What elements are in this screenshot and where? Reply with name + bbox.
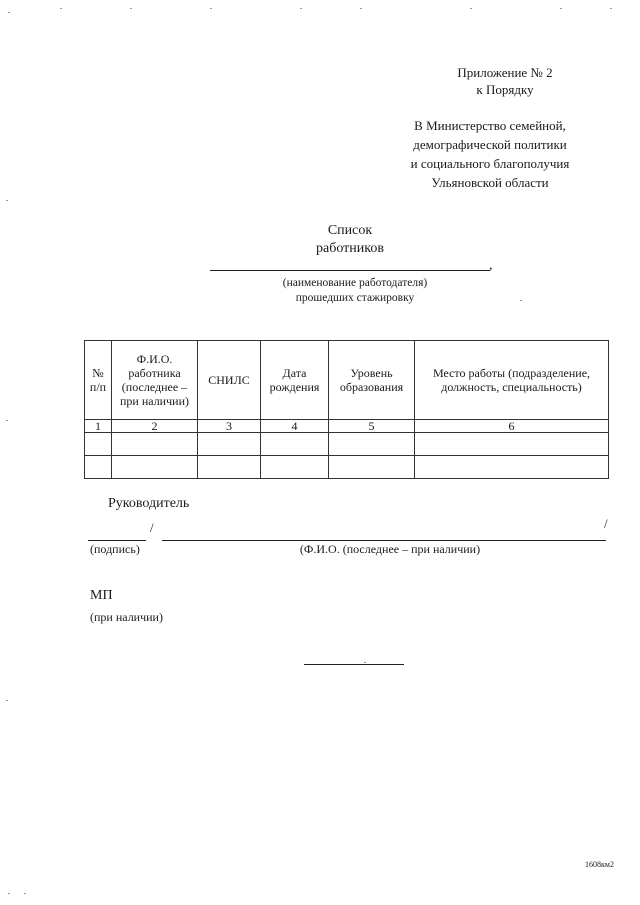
employer-subcaption: прошедших стажировку <box>295 292 415 304</box>
signature-caption: (подпись) <box>90 542 140 556</box>
header-birth-date: Дата рождения <box>261 341 329 420</box>
table-cell[interactable] <box>112 456 198 479</box>
footer-code: 1608км2 <box>585 860 614 869</box>
name-caption: (Ф.И.О. (последнее – при наличии) <box>299 542 481 556</box>
manager-label: Руководитель <box>108 496 190 511</box>
header-snils: СНИЛС <box>198 341 261 420</box>
scan-speck <box>24 893 26 894</box>
signature-line[interactable] <box>88 540 146 541</box>
title-line-1: Список <box>327 223 373 238</box>
scan-speck <box>6 420 8 421</box>
manager-name-line[interactable] <box>162 540 606 541</box>
scan-speck <box>130 8 132 9</box>
scan-speck <box>210 8 212 9</box>
scan-speck <box>6 200 8 201</box>
employer-caption: (наименование работодателя) <box>282 277 428 289</box>
column-number-cell: 1 <box>85 420 112 433</box>
signature-separator: / <box>150 520 154 535</box>
header-education-level: Уровень образования <box>329 341 415 420</box>
stamp-label: МП <box>90 588 113 603</box>
table-cell[interactable] <box>415 456 609 479</box>
table-cell[interactable] <box>261 456 329 479</box>
column-number-cell: 2 <box>112 420 198 433</box>
scan-speck <box>610 8 612 9</box>
appendix-header <box>400 64 610 98</box>
column-number-cell: 3 <box>198 420 261 433</box>
scan-speck <box>6 700 8 701</box>
table-cell[interactable] <box>85 456 112 479</box>
scan-speck <box>360 8 362 9</box>
table-column-numbers-row <box>85 420 609 433</box>
table-cell[interactable] <box>198 433 261 456</box>
table-cell[interactable] <box>85 433 112 456</box>
addressee-line-1: В Министерство семейной, <box>414 118 566 133</box>
scan-speck <box>8 12 10 13</box>
table-cell[interactable] <box>329 433 415 456</box>
column-number-cell: 4 <box>261 420 329 433</box>
addressee-line-2: демографической политики <box>413 137 567 152</box>
scan-speck <box>520 300 522 301</box>
scan-speck <box>300 8 302 9</box>
scan-speck <box>560 8 562 9</box>
addressee-line-3: и социального благополучия <box>410 156 570 171</box>
header-workplace: Место работы (подразделение, должность, специальность) <box>415 341 609 420</box>
table-cell[interactable] <box>112 433 198 456</box>
table-cell[interactable] <box>415 433 609 456</box>
name-separator: / <box>604 516 608 531</box>
header-number: № п/п <box>85 341 112 420</box>
addressee-line-4: Ульяновской области <box>431 175 549 190</box>
document-title <box>200 222 500 258</box>
employer-comma: , <box>489 258 493 273</box>
table-row <box>85 456 609 479</box>
scan-speck <box>8 893 10 894</box>
employer-name-line <box>210 270 490 271</box>
appendix-reference: к Порядку <box>476 82 534 97</box>
stamp-caption: (при наличии) <box>90 610 163 624</box>
table-cell[interactable] <box>329 456 415 479</box>
table-header-row <box>85 341 609 420</box>
appendix-number: Приложение № 2 <box>457 65 553 80</box>
column-number-cell: 6 <box>415 420 609 433</box>
title-line-2: работников <box>316 241 384 256</box>
document-end-line <box>304 664 404 665</box>
scan-speck <box>470 8 472 9</box>
addressee-block <box>370 116 610 192</box>
employees-table <box>84 340 609 479</box>
header-full-name: Ф.И.О. работника (последнее – при наличии) <box>112 341 198 420</box>
table-row <box>85 433 609 456</box>
table-cell[interactable] <box>198 456 261 479</box>
employer-caption-block <box>200 276 510 306</box>
scan-speck <box>364 662 366 663</box>
scan-speck <box>60 8 62 9</box>
column-number-cell: 5 <box>329 420 415 433</box>
table-cell[interactable] <box>261 433 329 456</box>
